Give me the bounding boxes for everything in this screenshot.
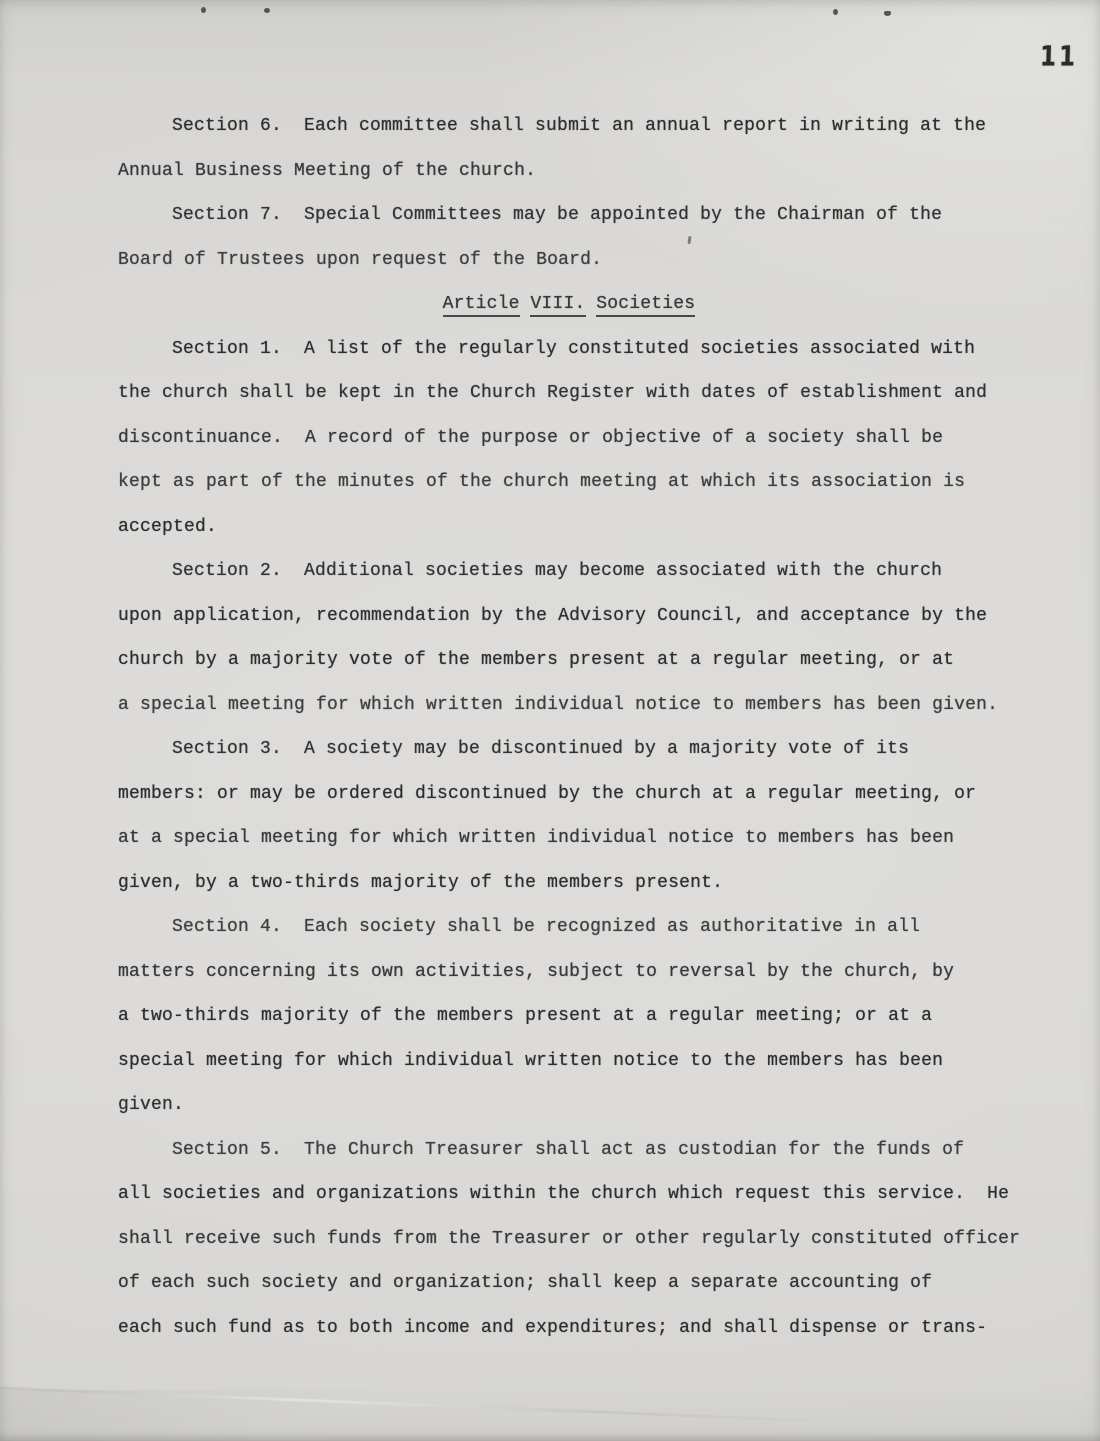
heading-word: VIII. [530, 294, 585, 317]
document-body [118, 104, 1020, 1350]
paper-speck [833, 9, 838, 15]
text-line-section-7: Section 7. Special Committees may be appointed by the Chairman of the [172, 205, 943, 225]
text-line: of each such society and organization; shall keep a separate accounting of [118, 1273, 933, 1293]
text-line: shall receive such funds from the Treasurer or other regularly constituted officer [118, 1228, 1021, 1249]
text-line: the church shall be kept in the Church Register with dates of establishment and [118, 383, 988, 403]
text-line: Board of Trustees upon request of the Board. [118, 249, 603, 270]
text-line: kept as part of the minutes of the church meeting at which its association is [118, 472, 966, 492]
text-line: matters concerning its own activities, subject to reversal by the church, by [118, 961, 955, 982]
text-line: special meeting for which individual written notice to the members has been [118, 1050, 944, 1071]
heading-word: Article [443, 294, 520, 317]
paper-crease [0, 1386, 857, 1424]
text-line-section-3: Section 3. A society may be discontinued by a majority vote of its [172, 739, 910, 759]
text-line: Annual Business Meeting of the church. [118, 160, 537, 181]
text-line-section-6: Section 6. Each committee shall submit an annual report in writing at the [172, 116, 987, 136]
text-line: discontinuance. A record of the purpose or objective of a society shall be [118, 427, 944, 448]
text-line: at a special meeting for which written individual notice to members has been [118, 828, 955, 848]
heading-word: Societies [596, 294, 695, 317]
text-line-section-1: Section 1. A list of the regularly constituted societies associated with [172, 338, 976, 359]
paper-fold-shadow [0, 1390, 420, 1441]
text-line: accepted. [118, 516, 218, 537]
text-line: a two-thirds majority of the members present at a regular meeting; or at a [118, 1006, 933, 1026]
page-number: 11 [1039, 41, 1079, 73]
text-line: given, by a two-thirds majority of the members present. [118, 872, 724, 893]
paper-speck [884, 11, 891, 16]
text-line: each such fund as to both income and expenditures; and shall dispense or trans- [118, 1317, 988, 1338]
text-line-section-4: Section 4. Each society shall be recognized as authoritative in all [172, 917, 921, 937]
text-line: church by a majority vote of the members present at a regular meeting, or at [118, 650, 955, 670]
text-line-section-5: Section 5. The Church Treasurer shall act as custodian for the funds of [172, 1139, 965, 1160]
paper-speck [264, 8, 270, 13]
text-line: all societies and organizations within the church which request this service. He [118, 1184, 1010, 1204]
paper-speck [201, 7, 206, 13]
article-viii-heading [118, 282, 1020, 327]
text-line-section-2: Section 2. Additional societies may become associated with the church [172, 561, 943, 581]
text-line: members: or may be ordered discontinued by the church at a regular meeting, or [118, 783, 977, 804]
text-line: given. [118, 1095, 185, 1115]
text-line: a special meeting for which written individual notice to members has been given. [118, 694, 999, 715]
text-line: upon application, recommendation by the Advisory Council, and acceptance by the [118, 605, 988, 626]
